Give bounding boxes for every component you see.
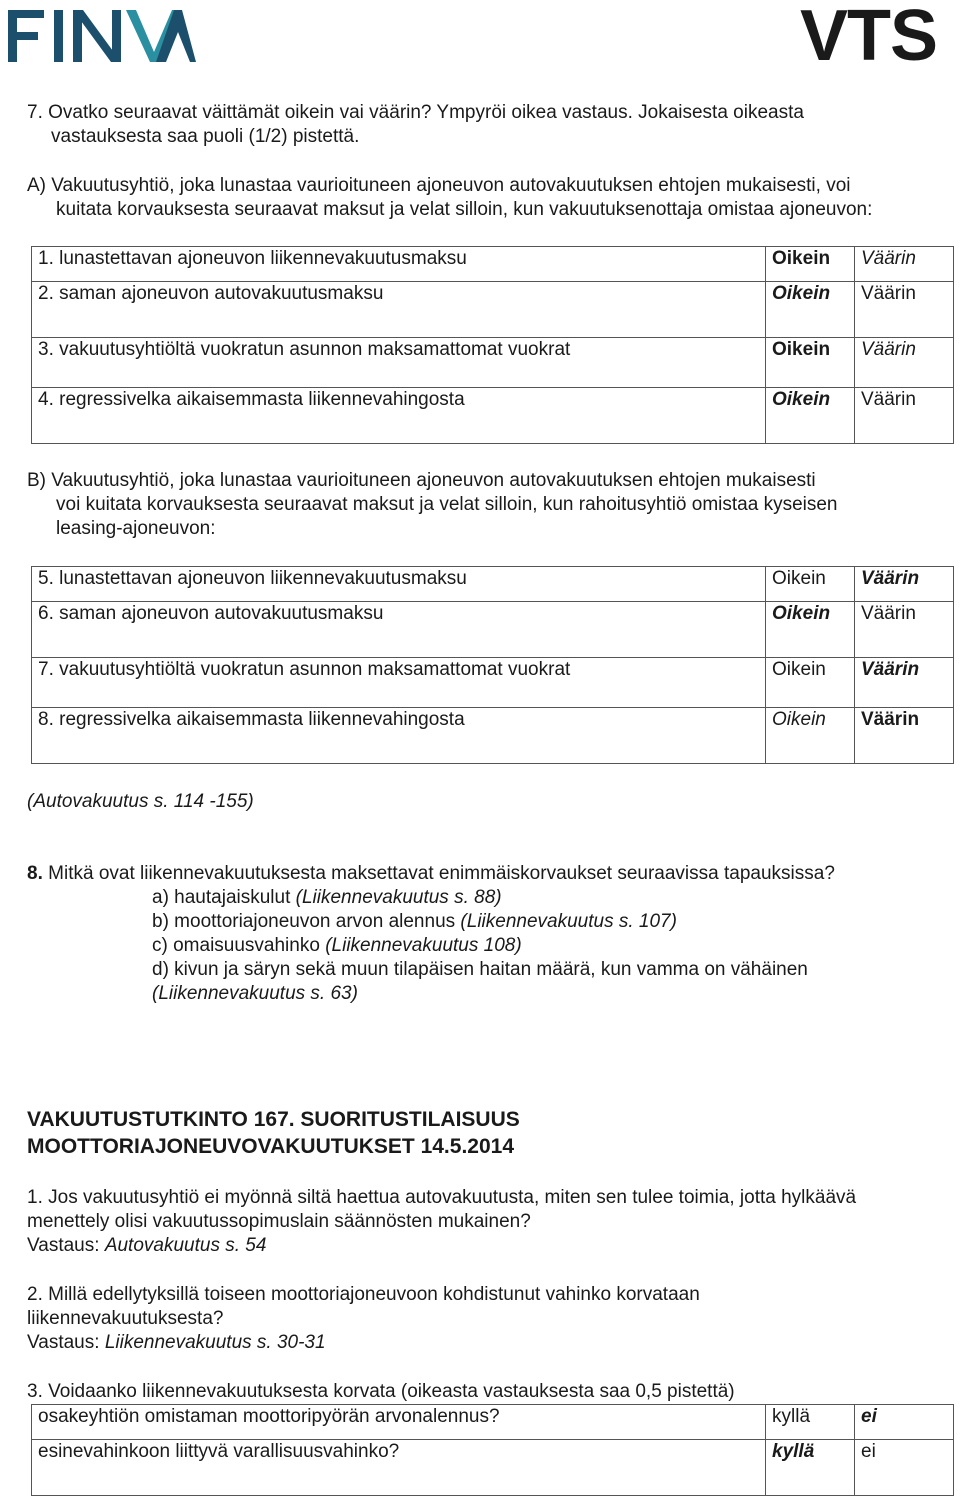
answer-ref: Autovakuutus s. 54 xyxy=(104,1235,267,1256)
statement: 5. lunastettavan ajoneuvon liikennevakuutusmaksu xyxy=(32,567,766,602)
question-7-intro xyxy=(27,101,937,149)
exam-question-3: 3. Voidaanko liikennevakuutuksesta korvata (oikeasta vastauksesta saa 0,5 pistettä) xyxy=(27,1381,735,1402)
part-a-line-2: kuitata korvauksesta seuraavat maksut ja velat silloin, kun vakuutuksenottaja omistaa ajoneuvon: xyxy=(56,199,873,220)
question-text-cont: vastauksesta saa puoli (1/2) pistettä. xyxy=(51,126,360,147)
option-kylla[interactable]: kyllä xyxy=(766,1440,855,1496)
exam-question-1 xyxy=(27,1186,937,1258)
table-exam-q3 xyxy=(31,1404,954,1496)
vts-logo: VTS xyxy=(800,0,938,76)
list-item xyxy=(27,886,937,910)
option-vaarin[interactable]: Väärin xyxy=(855,602,954,658)
part-a-line-1: A) Vakuutusyhtiö, joka lunastaa vaurioituneen ajoneuvon autovakuutuksen ehtojen mukaisesti, voi xyxy=(27,175,851,196)
statement: 3. vakuutusyhtiöltä vuokratun asunnon maksamattomat vuokrat xyxy=(32,338,766,388)
question-line: 2. Millä edellytyksillä toiseen moottoriajoneuvoon kohdistunut vahinko korvataan xyxy=(27,1284,700,1305)
answer xyxy=(27,1234,937,1258)
question-8 xyxy=(27,862,937,1006)
statement: 2. saman ajoneuvon autovakuutusmaksu xyxy=(32,282,766,338)
question-number: 8. xyxy=(27,863,43,884)
option-oikein[interactable]: Oikein xyxy=(766,708,855,764)
option-ei[interactable]: ei xyxy=(855,1405,954,1440)
exam-title-line-2: MOOTTORIAJONEUVOVAKUUTUKSET 14.5.2014 xyxy=(27,1135,514,1158)
option-vaarin[interactable]: Väärin xyxy=(855,388,954,444)
option-oikein[interactable]: Oikein xyxy=(766,567,855,602)
table-row xyxy=(32,602,954,658)
answer-label: Vastaus: xyxy=(27,1235,105,1256)
table-part-a xyxy=(31,246,954,444)
option-vaarin[interactable]: Väärin xyxy=(855,658,954,708)
part-a-intro xyxy=(27,174,937,222)
exam-title xyxy=(27,1106,520,1160)
reference-autovakuutus: (Autovakuutus s. 114 -155) xyxy=(27,791,254,812)
question-line: 1. Jos vakuutusyhtiö ei myönnä siltä haettua autovakuutusta, miten sen tulee toimia, jotta hylkäävä xyxy=(27,1187,857,1208)
option-vaarin[interactable]: Väärin xyxy=(855,338,954,388)
table-row xyxy=(32,338,954,388)
item-ref: (Liikennevakuutus s. 63) xyxy=(152,983,358,1004)
item-text: a) hautajaiskulut xyxy=(152,887,296,908)
option-ei[interactable]: ei xyxy=(855,1440,954,1496)
list-item xyxy=(27,958,937,982)
option-oikein[interactable]: Oikein xyxy=(766,247,855,282)
statement: 6. saman ajoneuvon autovakuutusmaksu xyxy=(32,602,766,658)
option-oikein[interactable]: Oikein xyxy=(766,282,855,338)
question-text: Ovatko seuraavat väittämät oikein vai väärin? Ympyröi oikea vastaus. Jokaisesta oikeasta xyxy=(48,102,804,123)
table-row xyxy=(32,1440,954,1496)
statement: osakeyhtiön omistaman moottoripyörän arvonalennus? xyxy=(32,1405,766,1440)
table-row xyxy=(32,567,954,602)
option-vaarin[interactable]: Väärin xyxy=(855,282,954,338)
item-text: d) kivun ja säryn sekä muun tilapäisen haitan määrä, kun vamma on vähäinen xyxy=(152,959,808,980)
part-b-line-1: B) Vakuutusyhtiö, joka lunastaa vaurioituneen ajoneuvon autovakuutuksen ehtojen mukaisesti xyxy=(27,470,816,491)
part-b-line-3: leasing-ajoneuvon: xyxy=(56,518,216,539)
option-oikein[interactable]: Oikein xyxy=(766,602,855,658)
item-ref: (Liikennevakuutus s. 107) xyxy=(460,911,677,932)
list-item xyxy=(27,934,937,958)
question-number: 7. xyxy=(27,102,43,123)
list-item xyxy=(27,910,937,934)
answer xyxy=(27,1331,937,1355)
part-b-intro xyxy=(27,469,937,541)
part-b-line-2: voi kuitata korvauksesta seuraavat maksut ja velat silloin, kun rahoitusyhtiö omistaa kyseisen xyxy=(56,494,838,515)
question-line: liikennevakuutuksesta? xyxy=(27,1308,224,1329)
option-vaarin[interactable]: Väärin xyxy=(855,708,954,764)
statement: 1. lunastettavan ajoneuvon liikennevakuutusmaksu xyxy=(32,247,766,282)
finva-logo xyxy=(6,4,196,66)
statement: 4. regressivelka aikaisemmasta liikennevahingosta xyxy=(32,388,766,444)
item-text: c) omaisuusvahinko xyxy=(152,935,326,956)
answer-label: Vastaus: xyxy=(27,1332,105,1353)
item-text: b) moottoriajoneuvon arvon alennus xyxy=(152,911,461,932)
table-row xyxy=(32,658,954,708)
option-oikein[interactable]: Oikein xyxy=(766,658,855,708)
item-ref: (Liikennevakuutus 108) xyxy=(325,935,522,956)
table-row xyxy=(32,708,954,764)
question-text: Mitkä ovat liikennevakuutuksesta maksettavat enimmäiskorvaukset seuraavissa tapauksissa? xyxy=(48,863,835,884)
option-vaarin[interactable]: Väärin xyxy=(855,247,954,282)
table-row xyxy=(32,247,954,282)
option-kylla[interactable]: kyllä xyxy=(766,1405,855,1440)
table-row xyxy=(32,388,954,444)
item-ref: (Liikennevakuutus s. 88) xyxy=(295,887,502,908)
table-part-b xyxy=(31,566,954,764)
table-row xyxy=(32,1405,954,1440)
exam-title-line-1: VAKUUTUSTUTKINTO 167. SUORITUSTILAISUUS xyxy=(27,1108,520,1131)
option-vaarin[interactable]: Väärin xyxy=(855,567,954,602)
option-oikein[interactable]: Oikein xyxy=(766,388,855,444)
question-line: menettely olisi vakuutussopimuslain säännösten mukainen? xyxy=(27,1211,531,1232)
table-row xyxy=(32,282,954,338)
exam-question-2 xyxy=(27,1283,937,1355)
answer-ref: Liikennevakuutus s. 30-31 xyxy=(104,1332,326,1353)
statement: 8. regressivelka aikaisemmasta liikennevahingosta xyxy=(32,708,766,764)
statement: 7. vakuutusyhtiöltä vuokratun asunnon maksamattomat vuokrat xyxy=(32,658,766,708)
option-oikein[interactable]: Oikein xyxy=(766,338,855,388)
statement: esinevahinkoon liittyvä varallisuusvahinko? xyxy=(32,1440,766,1496)
